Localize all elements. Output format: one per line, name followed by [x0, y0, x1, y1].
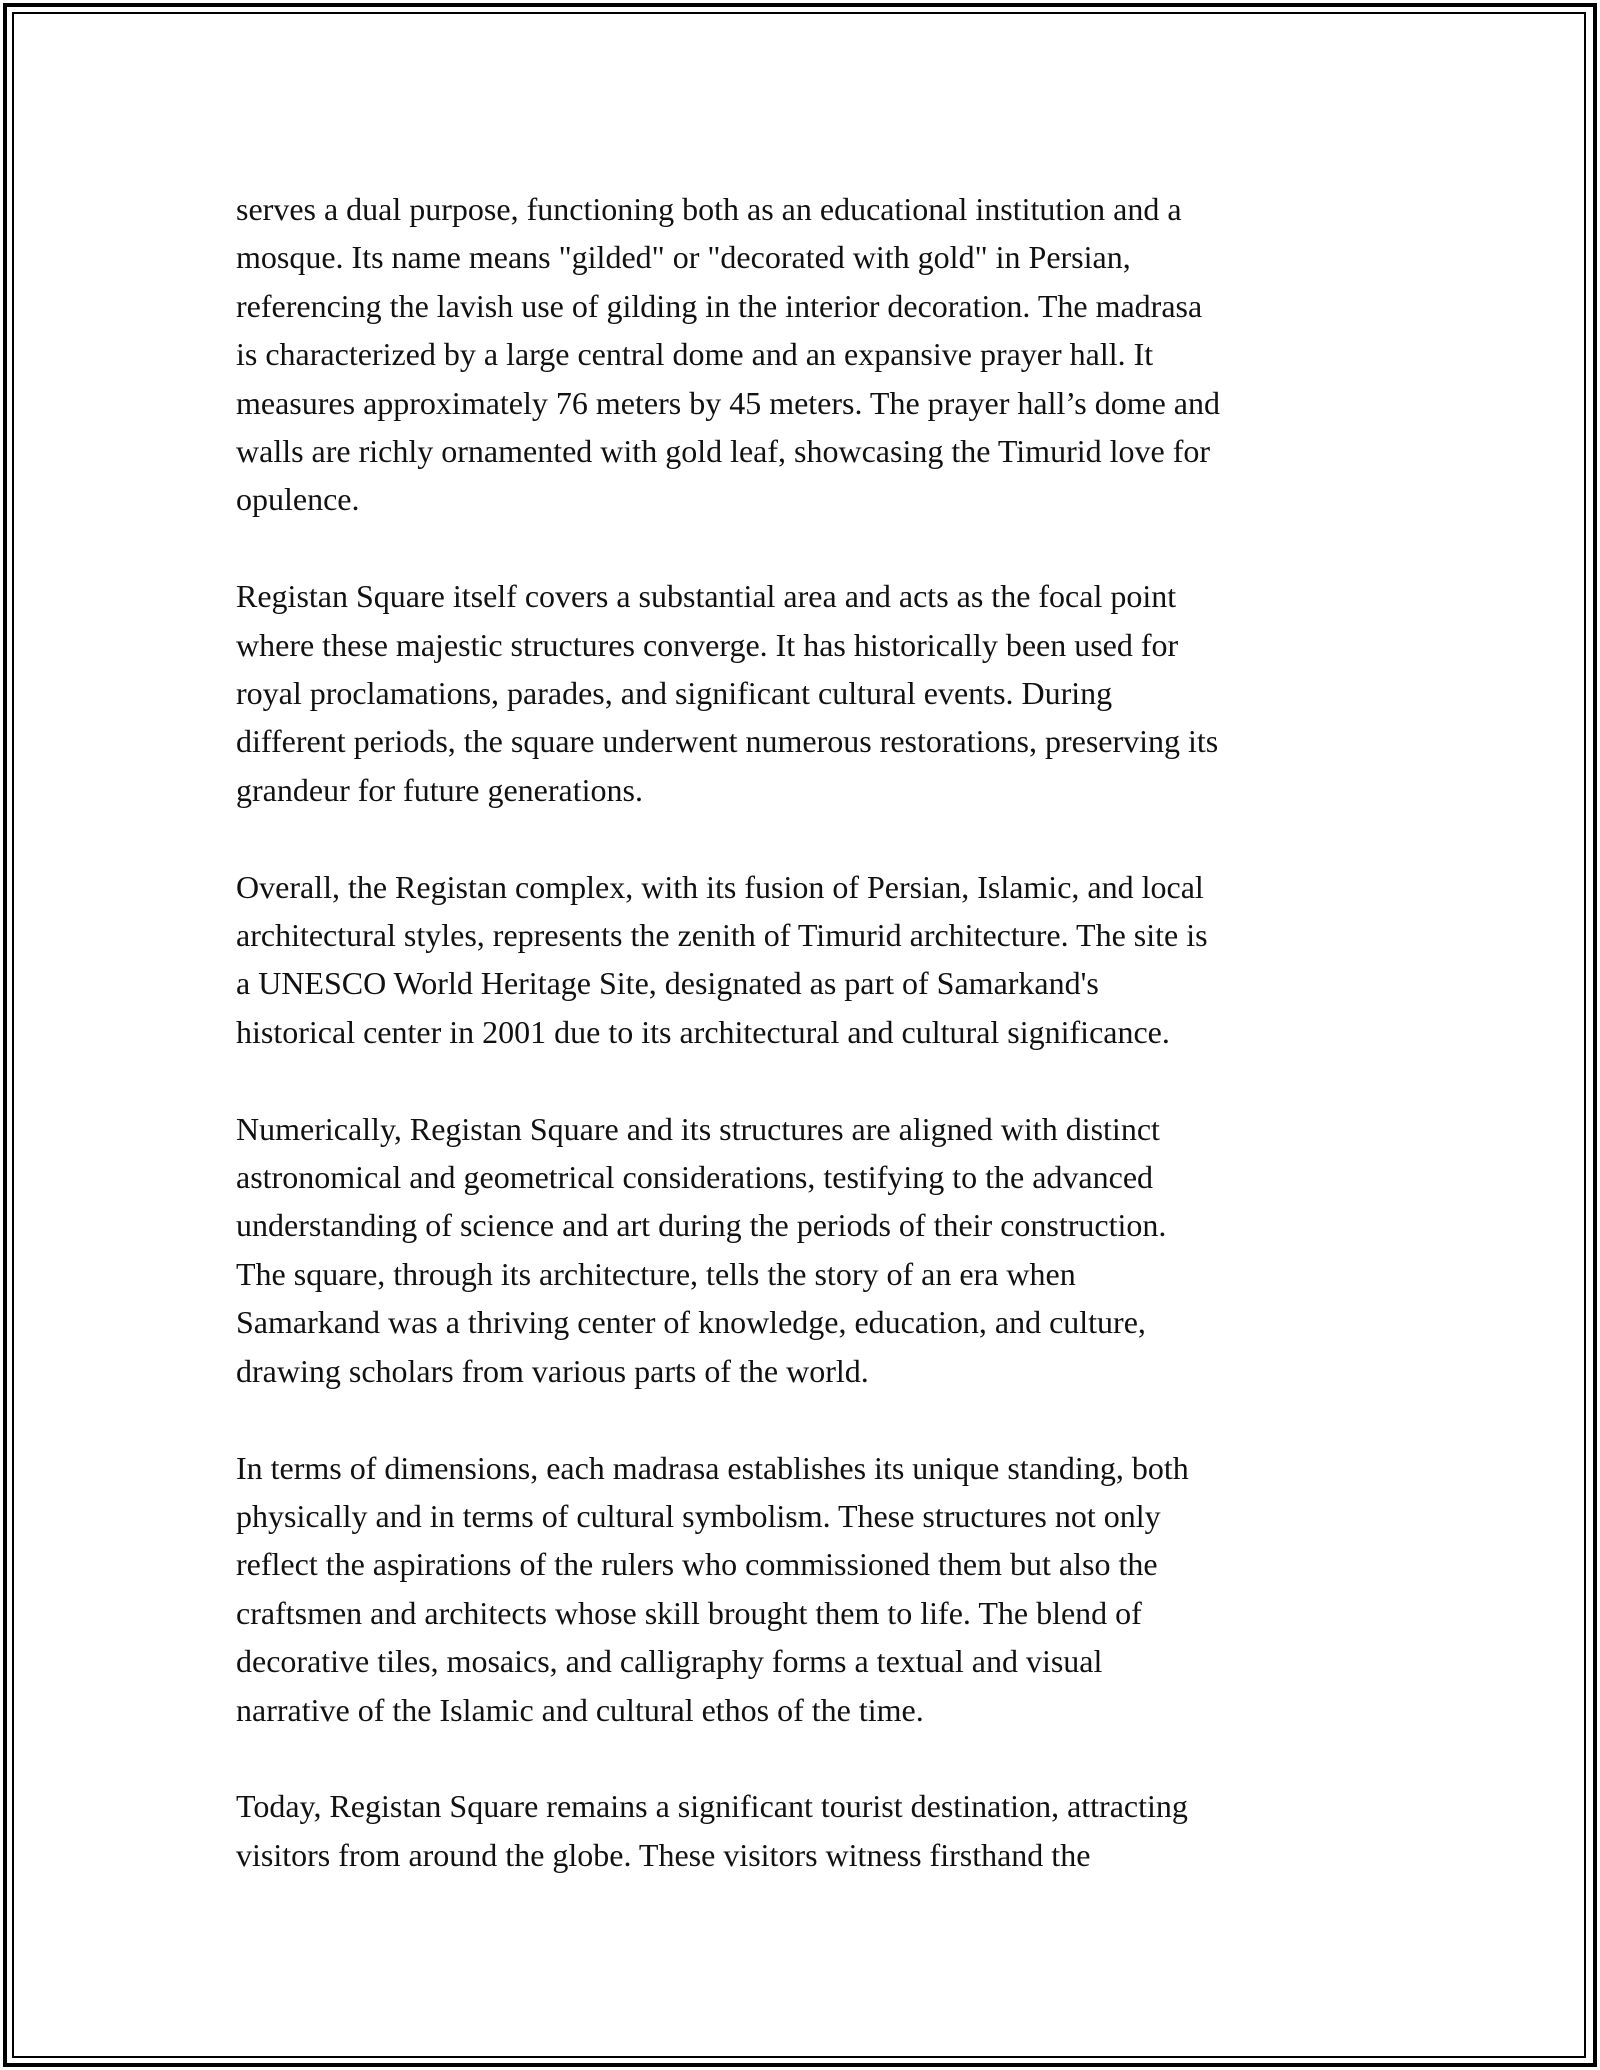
text-line: Registan Square itself covers a substantial area and acts as the focal point: [236, 578, 1177, 615]
paragraph-3: [236, 863, 1376, 1057]
text-line: understanding of science and art during the periods of their construction.: [236, 1207, 1167, 1244]
text-line: different periods, the square underwent numerous restorations, preserving its: [236, 723, 1219, 760]
text-line: physically and in terms of cultural symbolism. These structures not only: [236, 1497, 1161, 1534]
text-line: astronomical and geometrical considerations, testifying to the advanced: [236, 1159, 1154, 1196]
text-line: walls are richly ornamented with gold leaf, showcasing the Timurid love for: [236, 433, 1211, 470]
text-line: serves a dual purpose, functioning both as an educational institution and a: [236, 191, 1182, 227]
text-line: grandeur for future generations.: [236, 771, 643, 808]
paragraph-5: [236, 1444, 1376, 1734]
text-line: craftsmen and architects whose skill brought them to life. The blend of: [236, 1594, 1142, 1631]
text-line: a UNESCO World Heritage Site, designated as part of Samarkand's: [236, 965, 1099, 1002]
paragraph-2: [236, 572, 1376, 814]
paragraph-6: [236, 1782, 1376, 1879]
text-line: measures approximately 76 meters by 45 meters. The prayer hall’s dome and: [236, 384, 1220, 421]
paragraph-4: [236, 1105, 1376, 1395]
text-line: Overall, the Registan complex, with its fusion of Persian, Islamic, and local: [236, 868, 1204, 905]
text-line: architectural styles, represents the zenith of Timurid architecture. The site is: [236, 917, 1208, 954]
text-line: referencing the lavish use of gilding in the interior decoration. The madrasa: [236, 287, 1203, 324]
text-line: narrative of the Islamic and cultural ethos of the time.: [236, 1691, 924, 1728]
text-line: Today, Registan Square remains a significant tourist destination, attracting: [236, 1788, 1188, 1825]
text-line: historical center in 2001 due to its architectural and cultural significance.: [236, 1013, 1170, 1050]
text-line: drawing scholars from various parts of the world.: [236, 1352, 869, 1389]
text-line: opulence.: [236, 481, 360, 518]
text-line: reflect the aspirations of the rulers who commissioned them but also the: [236, 1546, 1158, 1583]
text-line: Samarkand was a thriving center of knowledge, education, and culture,: [236, 1304, 1146, 1341]
text-line: decorative tiles, mosaics, and calligraphy forms a textual and visual: [236, 1643, 1103, 1680]
text-line: In terms of dimensions, each madrasa establishes its unique standing, both: [236, 1449, 1189, 1486]
text-line: is characterized by a large central dome and an expansive prayer hall. It: [236, 336, 1154, 373]
paragraph-1: [236, 185, 1376, 524]
text-line: visitors from around the globe. These visitors witness firsthand the: [236, 1836, 1091, 1873]
document-body: [236, 185, 1376, 1928]
text-line: Numerically, Registan Square and its structures are aligned with distinct: [236, 1110, 1160, 1147]
text-line: mosque. Its name means "gilded" or "decorated with gold" in Persian,: [236, 239, 1131, 276]
text-line: The square, through its architecture, tells the story of an era when: [236, 1255, 1076, 1292]
text-line: where these majestic structures converge. It has historically been used for: [236, 626, 1179, 663]
text-line: royal proclamations, parades, and significant cultural events. During: [236, 675, 1113, 712]
